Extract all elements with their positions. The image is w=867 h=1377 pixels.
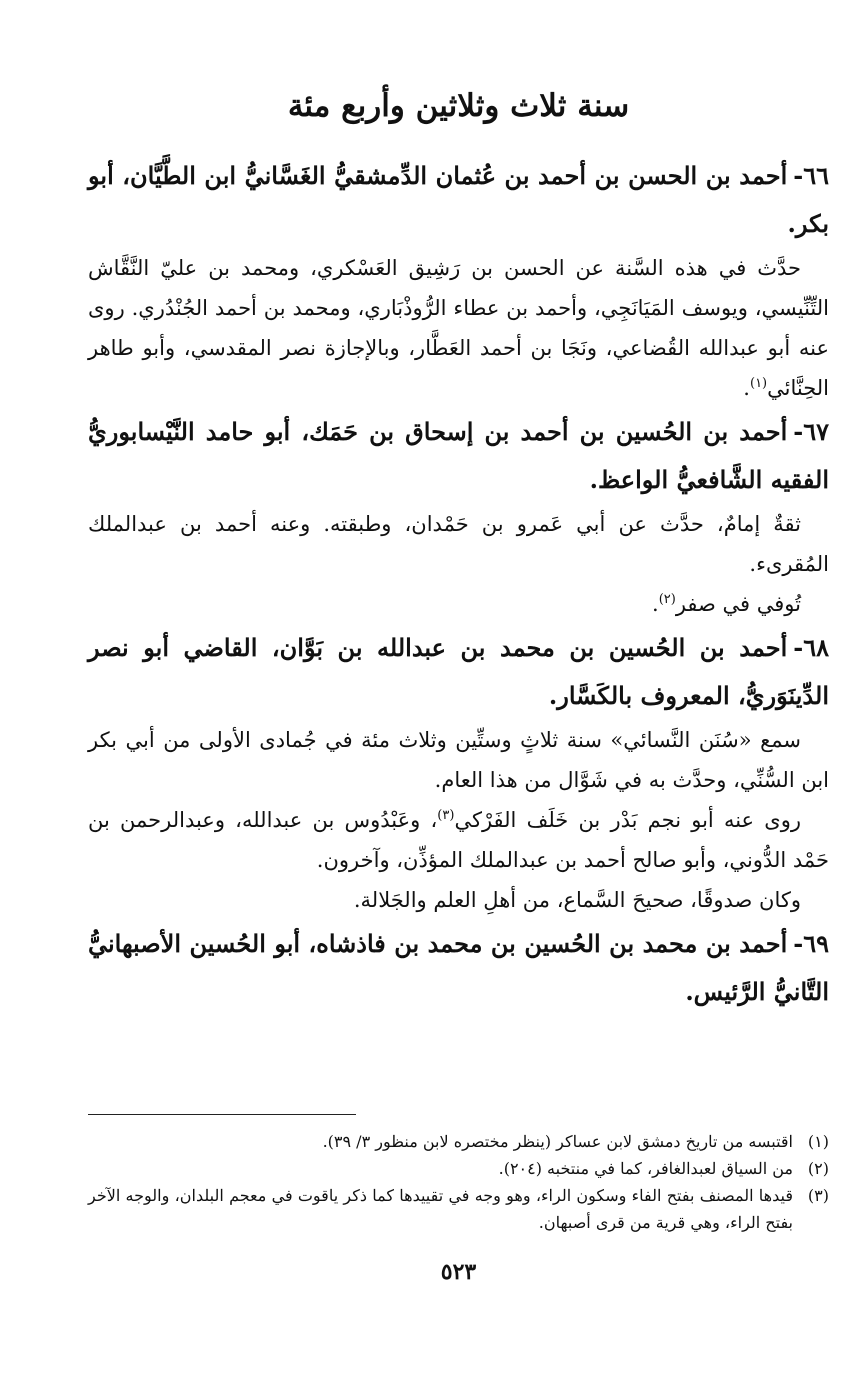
entry-heading — [88, 920, 829, 1016]
footnote-number: (١) — [807, 1132, 829, 1151]
paragraph-text: سمع «سُنَن النَّسائي» سنة ثلاثٍ وستِّين وثلاث مئة في جُمادى الأولى من أبي بكر ابن السُّنِّي، وحدَّث به في شَوَّال من هذا العام. — [88, 728, 829, 792]
paragraph-text: حدَّث في هذه السَّنة عن الحسن بن رَشِيق العَسْكري، ومحمد بن عليّ النَّقَّاش التِّنِّيسي، ويوسف المَيَانَجِي، وأحمد بن عطاء الرُّوذْبَاري، ومحمد بن أحمد الجُنْدُري. روى عنه أبو عبدالله القُضاعي، ونَجَا بن أحمد العَطَّار، وبالإجازة نصر المقدسي، وأبو طاهر الحِنَّائي — [88, 256, 829, 400]
page-number: ٥٢٣ — [440, 1259, 477, 1285]
footnote-text: اقتبسه من تاريخ دمشق لابن عساكر (ينظر مختصره لابن منظور ٣/ ٣٩). — [322, 1132, 793, 1151]
paragraph-text-end: . — [743, 376, 750, 400]
paragraph-text-end: . — [652, 592, 659, 616]
footnote-marker[interactable]: (١) — [749, 376, 768, 391]
footnote-marker[interactable]: (٣) — [437, 808, 455, 823]
entry-paragraph — [88, 800, 829, 880]
footnote — [88, 1155, 829, 1182]
entry-number: ٦٧- — [793, 417, 829, 446]
paragraph-text: روى عنه أبو نجم بَدْر بن خَلَف الفَرْكي — [454, 808, 801, 832]
entry-heading-text: أحمد بن الحُسين بن محمد بن عبدالله بن بَوَّان، القاضي أبو نصر الدِّينَوَريُّ، المعروف بالكَسَّار. — [88, 633, 829, 710]
entry-number: ٦٨- — [793, 633, 830, 662]
footnotes — [88, 1128, 829, 1236]
entry-heading — [88, 152, 829, 248]
footnote — [88, 1128, 829, 1155]
footnote-number: (٣) — [807, 1186, 829, 1205]
footnote-text: قيدها المصنف بفتح الفاء وسكون الراء، وهو وجه في تقييدها كما ذكر ياقوت في معجم البلدان، والوجه الآخر بفتح الراء، وهي قرية من قرى أصبهان. — [88, 1186, 793, 1232]
footnote-number: (٢) — [807, 1159, 829, 1178]
entry-number: ٦٩- — [793, 929, 830, 958]
footnote-text: من السياق لعبدالغافر، كما في منتخبه (٢٠٤). — [498, 1159, 793, 1178]
section-title: سنة ثلاث وثلاثين وأربع مئة — [287, 88, 630, 124]
entry-heading-text: أحمد بن الحسن بن أحمد بن عُثمان الدِّمشقيُّ الغَسَّانيُّ ابن الطَّيَّان، أبو بكر. — [88, 161, 829, 238]
entry-heading — [88, 624, 829, 720]
entry-paragraph — [88, 504, 829, 584]
footnote — [88, 1182, 829, 1236]
entry-heading-text: أحمد بن محمد بن الحُسين بن محمد بن فاذشاه، أبو الحُسين الأصبهانيُّ التَّانيُّ الرَّئيس. — [88, 929, 829, 1006]
paragraph-text: وكان صدوقًا، صحيحَ السَّماع، من أهلِ العلم والجَلالة. — [353, 888, 801, 912]
entry-paragraph — [88, 248, 829, 408]
document-page — [88, 84, 829, 1377]
entry-heading — [88, 408, 829, 504]
entry-paragraph — [88, 720, 829, 800]
paragraph-text-end: ، وعَبْدُوس بن عبدالله، وعبدالرحمن بن حَمْد الدُّوني، وأبو صالح أحمد بن عبدالملك المؤذِّن، وآخرون. — [88, 808, 829, 872]
entry-number: ٦٦- — [793, 161, 829, 190]
entry-heading-text: أحمد بن الحُسين بن أحمد بن إسحاق بن حَمَك، أبو حامد النَّيْسابوريُّ الفقيه الشَّافعيُّ الواعظ. — [88, 417, 829, 494]
footnote-divider — [88, 1114, 356, 1115]
paragraph-text: ثقةٌ إمامٌ، حدَّث عن أبي عَمرو بن حَمْدان، وطبقته. وعنه أحمد بن عبدالملك المُقرىء. — [88, 512, 829, 576]
paragraph-text: تُوفي في صفر — [675, 592, 801, 616]
entry-paragraph — [88, 880, 829, 920]
entry-paragraph — [88, 584, 829, 624]
footnote-marker[interactable]: (٢) — [658, 592, 676, 607]
